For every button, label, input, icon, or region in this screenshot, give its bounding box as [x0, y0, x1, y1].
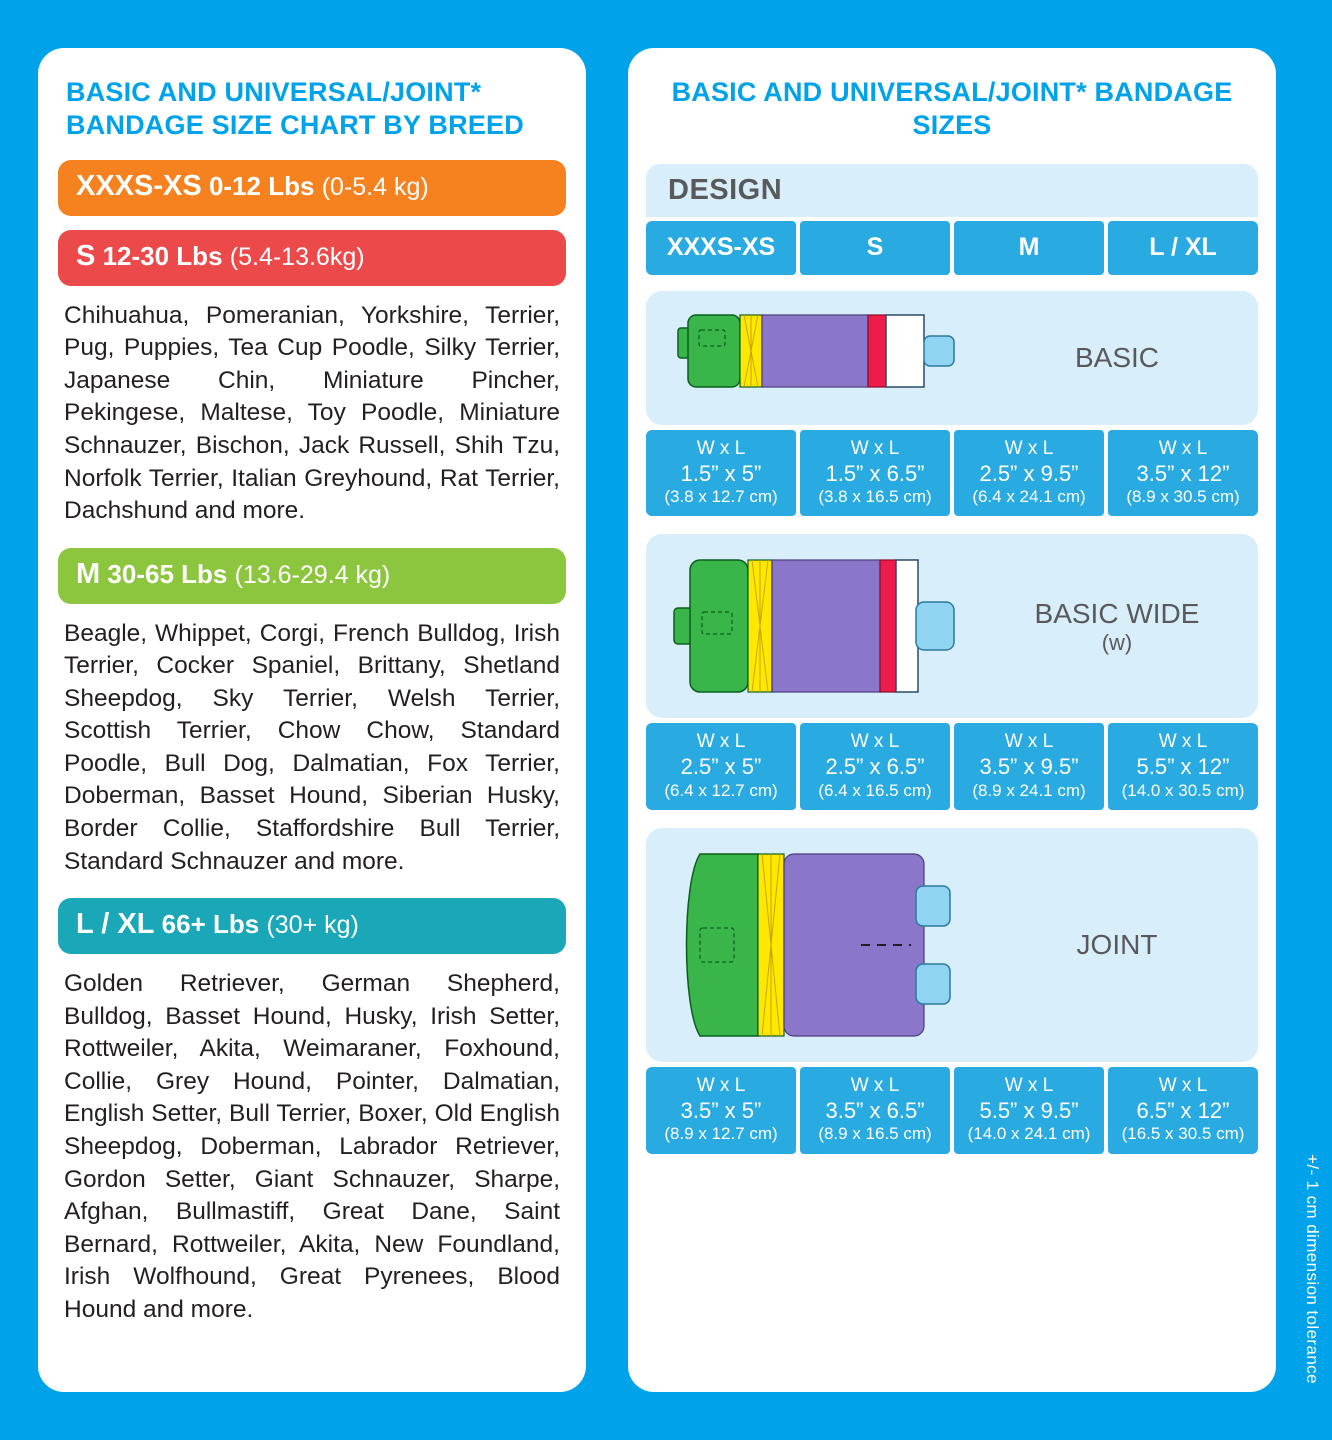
- size-metric-s: (5.4-13.6kg): [229, 242, 365, 271]
- product-sub-basic-wide: (w): [1101, 629, 1133, 655]
- product-block-basic-wide: [646, 534, 1258, 810]
- wl-label: W x L: [696, 731, 746, 753]
- dimension-imperial: 6.5” x 12”: [1136, 1097, 1230, 1123]
- size-bar-l-xl: [58, 898, 566, 954]
- dimension-basic-wide-s: [800, 723, 950, 810]
- dimension-imperial: 5.5” x 12”: [1136, 754, 1230, 780]
- breed-list-s: Chihuahua, Pomeranian, Yorkshire, Terrier, Pug, Puppies, Tea Cup Poodle, Silky Terrier, Japanese Chin, Miniature Pincher, Pekingese, Maltese, Toy Poodle, Miniature Schnauzer, Bischon, Jack Russell, Shih Tzu, Norfolk Terrier, Italian Greyhound, Rat Terrier, Dachshund and more.: [64, 301, 560, 525]
- size-range-l-xl: 66+ Lbs: [161, 909, 260, 940]
- dimension-metric: (8.9 x 24.1 cm): [972, 780, 1086, 800]
- product-block-basic: [646, 291, 1258, 517]
- wl-label: W x L: [1004, 437, 1054, 459]
- dimension-row-basic: [646, 430, 1258, 517]
- wl-label: W x L: [850, 1075, 900, 1097]
- size-column-s: S: [800, 221, 950, 275]
- product-name-basic: BASIC: [1074, 341, 1160, 373]
- size-range-xxxs-xs: 0-12 Lbs: [208, 170, 315, 201]
- bandage-basic-illustration: [656, 303, 986, 413]
- design-header: DESIGN: [646, 164, 1258, 217]
- breed-size-chart-panel: [38, 48, 586, 1392]
- product-name-joint: JOINT: [1076, 928, 1158, 960]
- dimension-imperial: 1.5” x 6.5”: [825, 460, 925, 486]
- size-bar-xxxs-xs: [58, 160, 566, 216]
- dimension-metric: (14.0 x 30.5 cm): [1121, 780, 1245, 800]
- product-block-joint: [646, 828, 1258, 1154]
- size-column-header-row: [646, 221, 1258, 275]
- size-metric-l-xl: (30+ kg): [266, 911, 359, 940]
- size-code-s: S: [76, 239, 96, 272]
- bandage-basic-wide-illustration: [656, 546, 986, 706]
- dimension-imperial: 3.5” x 6.5”: [825, 1097, 925, 1123]
- product-name-basic-wide: BASIC WIDE: [1034, 597, 1200, 629]
- dimension-basic-s: [800, 430, 950, 517]
- size-metric-xxxs-xs: (0-5.4 kg): [321, 172, 429, 201]
- bandage-joint-illustration: [656, 840, 986, 1050]
- dimension-basic-wide-l-xl: [1108, 723, 1258, 810]
- wl-label: W x L: [850, 731, 900, 753]
- dimension-imperial: 2.5” x 9.5”: [979, 460, 1079, 486]
- dimension-metric: (6.4 x 16.5 cm): [818, 780, 932, 800]
- dimension-joint-xxxs-xs: [646, 1067, 796, 1154]
- size-column-xxxs-xs: XXXS-XS: [646, 221, 796, 275]
- product-visual-basic-wide: [646, 534, 1258, 718]
- wl-label: W x L: [1004, 1075, 1054, 1097]
- size-column-m: M: [954, 221, 1104, 275]
- dimension-metric: (3.8 x 12.7 cm): [664, 487, 778, 507]
- dimension-joint-l-xl: [1108, 1067, 1258, 1154]
- dimension-joint-m: [954, 1067, 1104, 1154]
- left-panel-title: BASIC AND UNIVERSAL/JOINT* BANDAGE SIZE CHART BY BREED: [66, 77, 524, 140]
- size-code-m: M: [76, 557, 101, 590]
- bandage-sizes-panel: [628, 48, 1276, 1392]
- dimension-basic-xxxs-xs: [646, 430, 796, 517]
- dimension-row-joint: [646, 1067, 1258, 1154]
- product-visual-joint: [646, 828, 1258, 1062]
- size-bar-s: [58, 230, 566, 286]
- dimension-imperial: 3.5” x 9.5”: [979, 754, 1079, 780]
- dimension-metric: (8.9 x 30.5 cm): [1126, 487, 1240, 507]
- dimension-imperial: 2.5” x 6.5”: [825, 754, 925, 780]
- size-range-s: 12-30 Lbs: [102, 240, 223, 271]
- dimension-imperial: 1.5” x 5”: [680, 460, 762, 486]
- wl-label: W x L: [696, 437, 746, 459]
- dimension-imperial: 3.5” x 12”: [1136, 460, 1230, 486]
- dimension-metric: (8.9 x 16.5 cm): [818, 1124, 932, 1144]
- product-label-basic-wide: [986, 598, 1248, 655]
- dimension-basic-wide-m: [954, 723, 1104, 810]
- wl-label: W x L: [1158, 437, 1208, 459]
- dimension-row-basic-wide: [646, 723, 1258, 810]
- wl-label: W x L: [1158, 1075, 1208, 1097]
- dimension-basic-l-xl: [1108, 430, 1258, 517]
- dimension-metric: (16.5 x 30.5 cm): [1121, 1124, 1245, 1144]
- wl-label: W x L: [696, 1075, 746, 1097]
- dimension-imperial: 3.5” x 5”: [680, 1097, 762, 1123]
- wl-label: W x L: [850, 437, 900, 459]
- dimension-imperial: 2.5” x 5”: [680, 754, 762, 780]
- breed-list-m: Beagle, Whippet, Corgi, French Bulldog, Irish Terrier, Cocker Spaniel, Brittany, Shetland Sheepdog, Sky Terrier, Welsh Terrier, Scottish Terrier, Chow Chow, Standard Poodle, Bull Dog, Dalmatian, Fox Terrier, Doberman, Basset Hound, Siberian Husky, Border Collie, Staffordshire Bull Terrier, Standard Schnauzer and more.: [64, 619, 560, 875]
- size-range-m: 30-65 Lbs: [107, 558, 228, 589]
- product-label-basic: [986, 342, 1248, 374]
- tolerance-note: +/- 1 cm dimension tolerance: [1303, 1154, 1322, 1384]
- dimension-metric: (14.0 x 24.1 cm): [967, 1124, 1091, 1144]
- dimension-metric: (8.9 x 12.7 cm): [664, 1124, 778, 1144]
- breed-list-l-xl: Golden Retriever, German Shepherd, Bulldog, Basset Hound, Husky, Irish Setter, Rottweiler, Akita, Weimaraner, Foxhound, Collie, Grey Hound, Pointer, Dalmatian, English Setter, Bull Terrier, Boxer, Old English Sheepdog, Doberman, Labrador Retriever, Gordon Setter, Giant Schnauzer, Sharpe, Afghan, Bullmastiff, Great Dane, Saint Bernard, Rottweiler, Akita, New Foundland, Irish Wolfhound, Great Pyrenees, Blood Hound and more.: [64, 970, 560, 1323]
- dimension-basic-m: [954, 430, 1104, 517]
- dimension-imperial: 5.5” x 9.5”: [979, 1097, 1079, 1123]
- size-bar-m: [58, 548, 566, 604]
- right-panel-title: BASIC AND UNIVERSAL/JOINT* BANDAGE SIZES: [671, 77, 1233, 140]
- product-label-joint: [986, 929, 1248, 961]
- size-metric-m: (13.6-29.4 kg): [234, 560, 391, 589]
- dimension-basic-wide-xxxs-xs: [646, 723, 796, 810]
- wl-label: W x L: [1004, 731, 1054, 753]
- dimension-metric: (3.8 x 16.5 cm): [818, 487, 932, 507]
- product-visual-basic: [646, 291, 1258, 425]
- size-code-l-xl: L / XL: [76, 908, 155, 941]
- size-code-xxxs-xs: XXXS-XS: [76, 169, 202, 202]
- dimension-joint-s: [800, 1067, 950, 1154]
- wl-label: W x L: [1158, 731, 1208, 753]
- dimension-metric: (6.4 x 24.1 cm): [972, 487, 1086, 507]
- dimension-metric: (6.4 x 12.7 cm): [664, 780, 778, 800]
- size-column-l-xl: L / XL: [1108, 221, 1258, 275]
